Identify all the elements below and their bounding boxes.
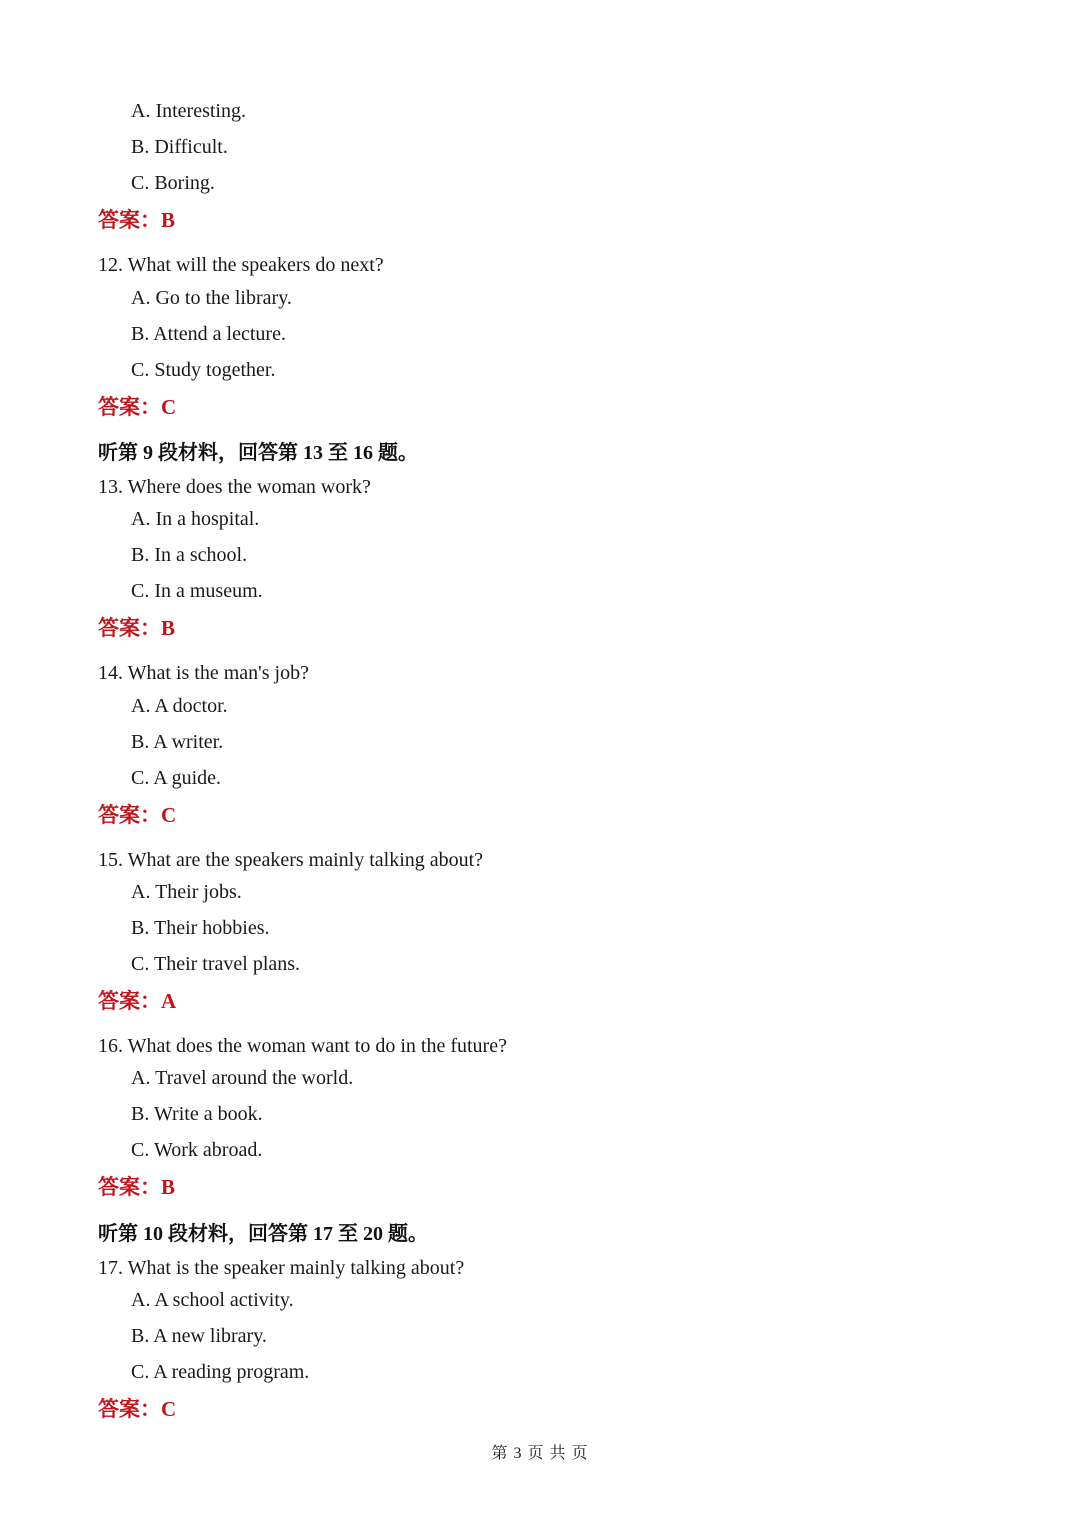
option-13-b: B. In a school. [131, 544, 248, 566]
option-17-a: A. A school activity. [131, 1289, 294, 1311]
question-15: 15. What are the speakers mainly talking about? [98, 849, 484, 871]
answer-16: 答案：B [98, 1175, 176, 1199]
section-heading-10: 听第 10 段材料，回答第 17 至 20 题。 [98, 1223, 428, 1245]
option-12-b: B. Attend a lecture. [131, 323, 286, 345]
section-heading-9: 听第 9 段材料，回答第 13 至 16 题。 [98, 442, 418, 464]
answer-17: 答案：C [98, 1397, 177, 1421]
answer-13: 答案：B [98, 616, 176, 640]
option-14-c: C. A guide. [131, 767, 222, 789]
question-12: 12. What will the speakers do next? [98, 254, 384, 276]
question-14: 14. What is the man's job? [98, 662, 309, 684]
option-14-a: A. A doctor. [131, 695, 228, 717]
page-number-footer: 第 3 页 共 页 [491, 1445, 589, 1462]
option-16-c: C. Work abroad. [131, 1139, 263, 1161]
option-13-c: C. In a museum. [131, 580, 263, 602]
option-16-a: A. Travel around the world. [131, 1067, 354, 1089]
option-15-c: C. Their travel plans. [131, 953, 301, 975]
answer-14: 答案：C [98, 803, 177, 827]
option-12-a: A. Go to the library. [131, 287, 292, 309]
option-11-c: C. Boring. [131, 172, 215, 194]
question-16: 16. What does the woman want to do in the future? [98, 1035, 507, 1057]
option-15-a: A. Their jobs. [131, 881, 242, 903]
option-12-c: C. Study together. [131, 359, 276, 381]
answer-15: 答案：A [98, 989, 177, 1013]
option-11-b: B. Difficult. [131, 136, 228, 158]
option-17-c: C. A reading program. [131, 1361, 310, 1383]
option-16-b: B. Write a book. [131, 1103, 263, 1125]
option-15-b: B. Their hobbies. [131, 917, 270, 939]
option-17-b: B. A new library. [131, 1325, 267, 1347]
question-13: 13. Where does the woman work? [98, 476, 371, 498]
question-17: 17. What is the speaker mainly talking about? [98, 1257, 465, 1279]
answer-11: 答案：B [98, 208, 176, 232]
option-14-b: B. A writer. [131, 731, 224, 753]
answer-12: 答案：C [98, 395, 177, 419]
option-11-a: A. Interesting. [131, 100, 246, 122]
option-13-a: A. In a hospital. [131, 508, 260, 530]
